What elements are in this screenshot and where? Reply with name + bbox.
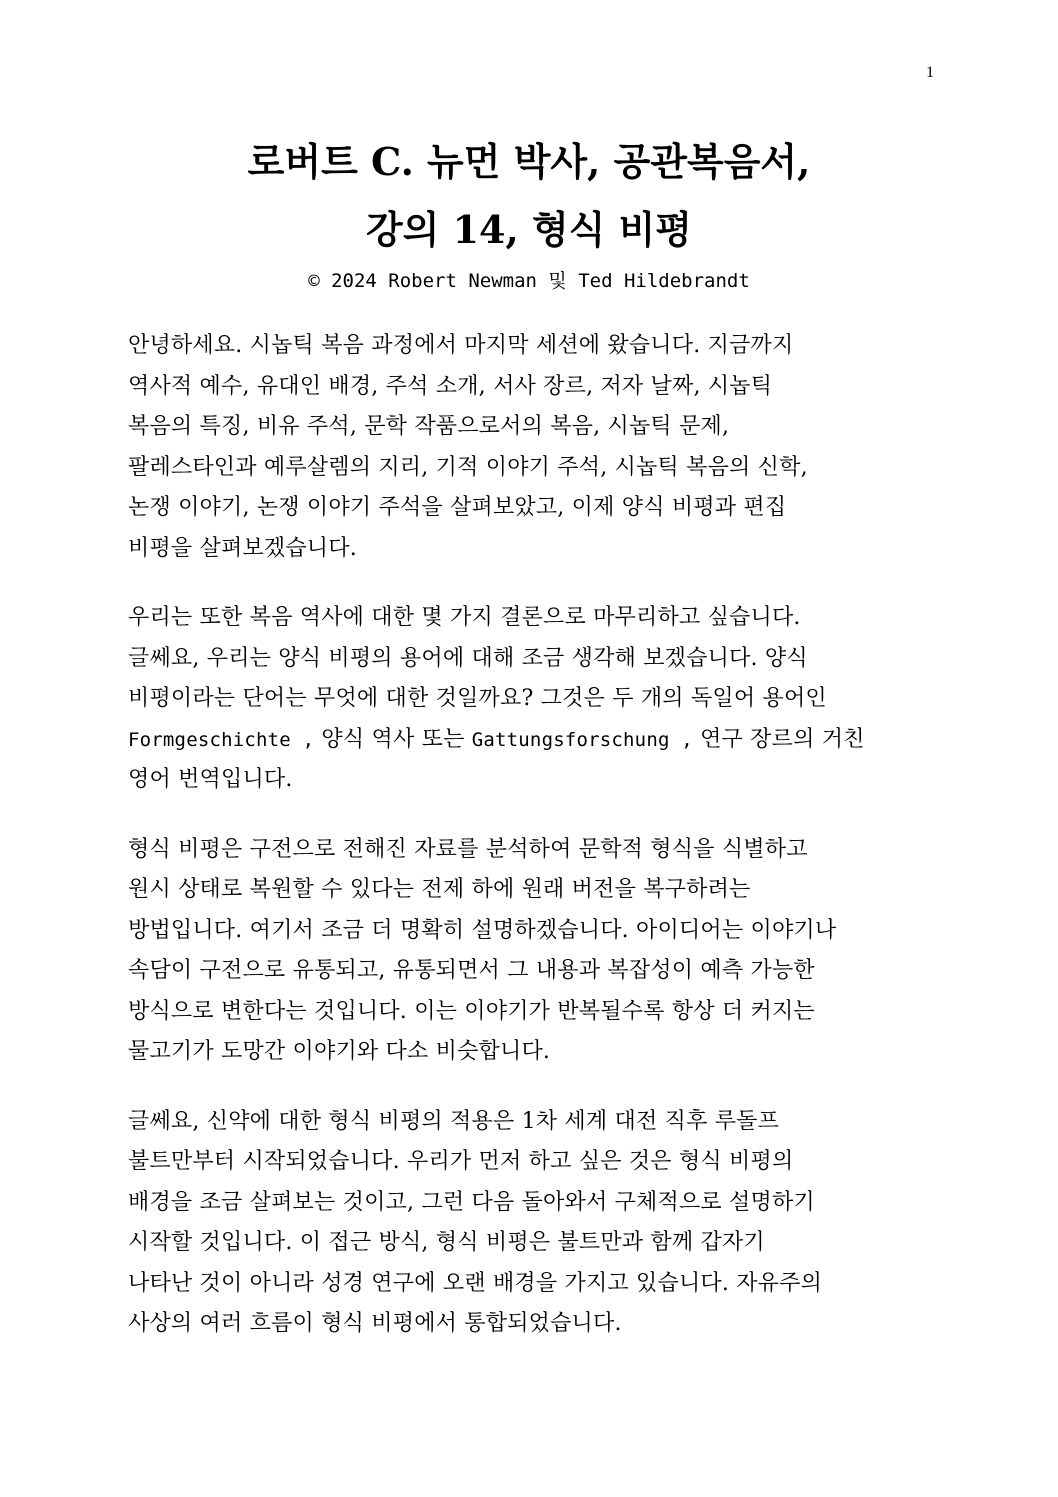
text-line-mixed — [128, 720, 928, 761]
text-fragment: 양식 역사 또는 — [314, 726, 472, 752]
text-line: 복음의 특징, 비유 주석, 문학 작품으로서의 복음, 시놉틱 문제, — [128, 414, 730, 439]
text-line: 원시 상태로 복원할 수 있다는 전제 하에 원래 버전을 복구하려는 — [128, 877, 751, 902]
text-line: 배경을 조금 살펴보는 것이고, 그런 다음 돌아와서 구체적으로 설명하기 — [128, 1189, 815, 1215]
text-line: 방법입니다. 여기서 조금 더 명확히 설명하겠습니다. 아이디어는 이야기나 — [128, 917, 837, 943]
copyright-notice: © 2024 Robert Newman 및 Ted Hildebrandt — [308, 270, 750, 292]
text-line: 방식으로 변한다는 것입니다. 이는 이야기가 반복될수록 항상 더 커지는 — [128, 998, 815, 1024]
text-line: 논쟁 이야기, 논쟁 이야기 주석을 살펴보았고, 이제 양식 비평과 편집 — [128, 495, 787, 520]
page-number: 1 — [926, 64, 934, 81]
text-line: 형식 비평은 구전으로 전해진 자료를 분석하여 문학적 형식을 식별하고 — [128, 836, 808, 862]
text-line: 안녕하세요. 시놉틱 복음 과정에서 마지막 세션에 왔습니다. 지금까지 — [128, 333, 794, 358]
page-title — [120, 128, 938, 264]
text-line: 물고기가 도망간 이야기와 다소 비슷합니다. — [128, 1039, 551, 1064]
text-line: 시작할 것입니다. 이 접근 방식, 형식 비평은 불트만과 함께 갑자기 — [128, 1230, 765, 1255]
text-line: 나타난 것이 아니라 성경 연구에 오랜 배경을 가지고 있습니다. 자유주의 — [128, 1270, 823, 1296]
text-line: 영어 번역입니다. — [128, 767, 293, 792]
text-line: 비평을 살펴보겠습니다. — [128, 535, 357, 561]
german-term-formgeschichte: Formgeschichte , — [128, 728, 315, 751]
text-fragment: 연구 장르의 거친 — [692, 726, 865, 752]
title-line-1: 로버트 C. 뉴먼 박사, 공관복음서, — [247, 139, 811, 184]
german-term-gattungsforschung: Gattungsforschung , — [471, 728, 693, 751]
text-line: 비평이라는 단어는 무엇에 대한 것일까요? 그것은 두 개의 독일어 용어인 — [128, 686, 827, 711]
paragraph-2 — [128, 598, 928, 801]
text-line: 팔레스타인과 예루살렘의 지리, 기적 이야기 주석, 시놉틱 복음의 신학, — [128, 454, 808, 480]
text-line: 사상의 여러 흐름이 형식 비평에서 통합되었습니다. — [128, 1311, 622, 1336]
text-line: 속담이 구전으로 유통되고, 유통되면서 그 내용과 복잡성이 예측 가능한 — [128, 958, 815, 983]
text-line: 글쎄요, 신약에 대한 형식 비평의 적용은 1차 세계 대전 직후 루돌프 — [128, 1108, 780, 1134]
text-line: 역사적 예수, 유대인 배경, 주석 소개, 서사 장르, 저자 날짜, 시놉틱 — [128, 373, 773, 399]
title-line-2: 강의 14, 형식 비평 — [365, 207, 693, 252]
paragraph-1 — [128, 326, 928, 569]
text-line: 글쎄요, 우리는 양식 비평의 용어에 대해 조금 생각해 보겠습니다. 양식 — [128, 645, 808, 671]
paragraph-4 — [128, 1102, 928, 1345]
paragraph-3 — [128, 830, 928, 1073]
text-line: 우리는 또한 복음 역사에 대한 몇 가지 결론으로 마무리하고 싶습니다. — [128, 605, 801, 630]
document-body — [128, 326, 928, 1374]
text-line: 불트만부터 시작되었습니다. 우리가 먼저 하고 싶은 것은 형식 비평의 — [128, 1149, 794, 1174]
